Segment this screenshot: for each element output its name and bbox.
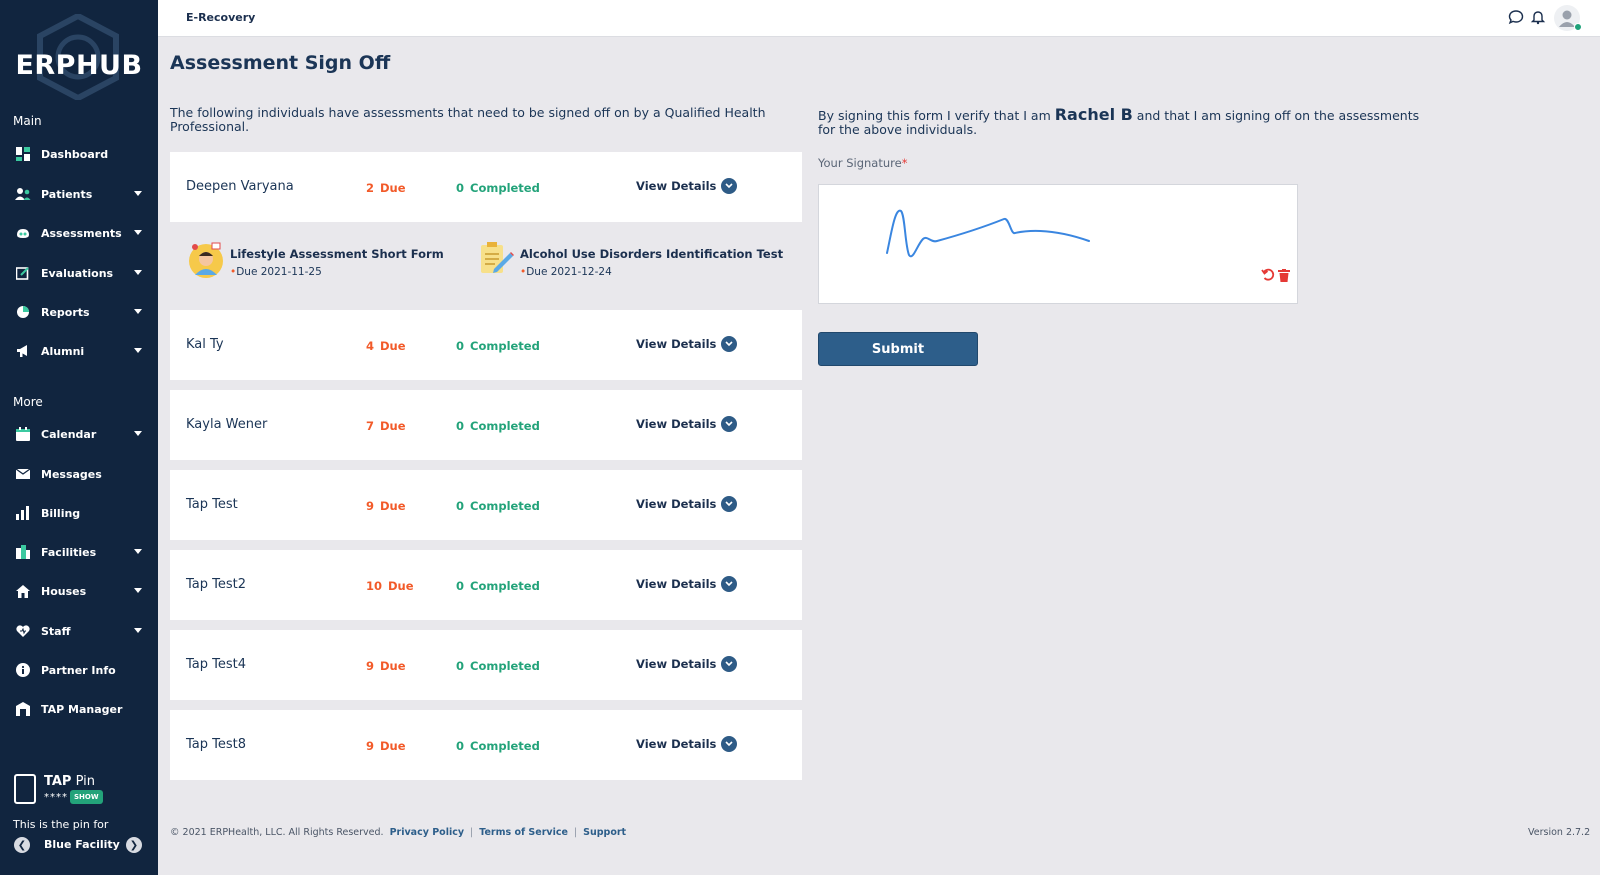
tap-pin-masked: **** [44, 792, 68, 803]
chevron-down-icon [721, 336, 737, 352]
sidebar-item-label: Alumni [41, 344, 85, 358]
reports-icon [14, 303, 32, 321]
completed-count: 0 Completed [456, 739, 540, 753]
tablet-icon [14, 774, 36, 804]
assessments-icon [14, 224, 32, 242]
individual-name: Tap Test8 [186, 737, 247, 752]
sidebar-item-reports[interactable] [0, 297, 158, 327]
prev-facility-button[interactable]: ❮ [14, 837, 30, 853]
facility-name: Blue Facility [44, 838, 120, 851]
expanded-assessments [170, 223, 802, 303]
building-icon [14, 543, 32, 561]
sidebar-item-label: Houses [41, 584, 87, 598]
sidebar-item-staff[interactable] [0, 616, 158, 646]
clipboard-pencil-icon [476, 239, 516, 279]
support-link[interactable]: Support [583, 827, 627, 838]
logo[interactable] [0, 10, 158, 100]
sidebar-item-label: Billing [41, 506, 81, 520]
tap-manager-icon [14, 700, 32, 718]
bell-icon[interactable] [1530, 9, 1546, 25]
sidebar-item-label: TAP Manager [41, 702, 123, 716]
chevron-down-icon [721, 178, 737, 194]
sidebar-item-label: Staff [41, 624, 71, 638]
individual-card [170, 710, 802, 780]
intro-text: The following individuals have assessments that need to be signed off on by a Qualified Health Professional. [170, 105, 766, 134]
completed-count: 0 Completed [456, 181, 540, 195]
completed-count: 0 Completed [456, 579, 540, 593]
evaluations-icon [14, 264, 32, 282]
view-details-label: View Details [636, 497, 717, 511]
individual-name: Deepen Varyana [186, 179, 294, 194]
individual-name: Tap Test [186, 497, 238, 512]
sidebar-item-messages[interactable] [0, 459, 158, 489]
assessment-due-date: •Due 2021-12-24 [520, 266, 612, 278]
separator: | [470, 827, 474, 838]
sidebar [0, 0, 158, 875]
view-details-button[interactable] [636, 656, 737, 672]
sidebar-item-partner-info[interactable] [0, 655, 158, 685]
caret-down-icon [134, 628, 142, 633]
completed-count: 0 Completed [456, 419, 540, 433]
due-count: 9 Due [366, 499, 406, 513]
separator: | [573, 827, 578, 838]
sidebar-item-label: Facilities [41, 545, 97, 559]
due-count: 10 Due [366, 579, 414, 593]
individual-card [170, 310, 802, 380]
view-details-label: View Details [636, 417, 717, 431]
signature-label: Your Signature* [818, 156, 908, 170]
sidebar-item-houses[interactable] [0, 576, 158, 606]
sidebar-item-label: Patients [41, 187, 93, 201]
view-details-label: View Details [636, 657, 717, 671]
due-dot-icon: • [520, 266, 527, 278]
top-bar [158, 0, 1600, 37]
sidebar-item-label: Messages [41, 467, 102, 481]
heart-icon [14, 622, 32, 640]
view-details-button[interactable] [636, 336, 737, 352]
due-dot-icon: • [230, 266, 237, 278]
show-pin-button[interactable]: SHOW [70, 790, 103, 804]
sidebar-item-evaluations[interactable] [0, 258, 158, 288]
chevron-down-icon [721, 496, 737, 512]
sidebar-item-alumni[interactable] [0, 336, 158, 366]
chevron-down-icon [721, 736, 737, 752]
sidebar-item-patients[interactable] [0, 179, 158, 209]
caret-down-icon [134, 191, 142, 196]
view-details-button[interactable] [636, 576, 737, 592]
view-details-label: View Details [636, 737, 717, 751]
sidebar-item-label: Dashboard [41, 147, 109, 161]
sidebar-item-label: Assessments [41, 226, 122, 240]
sidebar-item-facilities[interactable] [0, 537, 158, 567]
assessment-due-date: •Due 2021-11-25 [230, 266, 322, 278]
caret-down-icon [134, 348, 142, 353]
caret-down-icon [134, 230, 142, 235]
chevron-down-icon [721, 416, 737, 432]
house-icon [14, 582, 32, 600]
individual-name: Kayla Wener [186, 417, 268, 432]
individual-card [170, 630, 802, 700]
signer-name: Rachel B [1054, 105, 1133, 124]
view-details-label: View Details [636, 577, 717, 591]
version-label: Version 2.7.2 [1528, 827, 1591, 838]
caret-down-icon [134, 270, 142, 275]
individual-name: Tap Test4 [186, 657, 247, 672]
more-section-label: More [13, 395, 43, 409]
assessment-item[interactable] [186, 239, 444, 279]
assessment-title: Lifestyle Assessment Short Form [230, 247, 444, 261]
individual-name: Kal Ty [186, 337, 224, 352]
sidebar-item-billing[interactable] [0, 498, 158, 528]
privacy-policy-link[interactable]: Privacy Policy [389, 827, 465, 838]
terms-of-service-link[interactable]: Terms of Service [479, 827, 568, 838]
sidebar-item-label: Evaluations [41, 266, 114, 280]
lifestyle-avatar-icon [186, 239, 226, 279]
undo-icon[interactable] [1261, 268, 1275, 282]
individual-card [170, 470, 802, 540]
app-title: E-Recovery [186, 11, 256, 24]
submit-button[interactable]: Submit [818, 332, 978, 366]
megaphone-icon [14, 342, 32, 360]
verify-statement: By signing this form I verify that I am Rachel B and that I am signing off on the assessments for the above individuals. [818, 105, 1420, 137]
logo-text: ERPHUB [15, 50, 143, 81]
sidebar-item-label: Reports [41, 305, 90, 319]
dashboard-icon [14, 145, 32, 163]
due-count: 4 Due [366, 339, 406, 353]
chat-icon[interactable] [1508, 9, 1524, 25]
tap-pin-panel [0, 768, 158, 875]
view-details-button[interactable] [636, 496, 737, 512]
assessment-title: Alcohol Use Disorders Identification Test [520, 247, 784, 261]
sidebar-item-tap-manager[interactable] [0, 694, 158, 724]
view-details-label: View Details [636, 179, 717, 193]
info-icon [14, 661, 32, 679]
view-details-label: View Details [636, 337, 717, 351]
sidebar-item-label: Partner Info [41, 663, 116, 677]
calendar-icon [14, 425, 32, 443]
bar-chart-icon [14, 504, 32, 522]
sidebar-item-label: Calendar [41, 427, 97, 441]
individual-name: Tap Test2 [186, 577, 247, 592]
individual-card [170, 550, 802, 620]
envelope-icon [14, 465, 32, 483]
due-count: 9 Due [366, 739, 406, 753]
tap-pin-caption: This is the pin for [13, 818, 109, 831]
chevron-down-icon [721, 656, 737, 672]
completed-count: 0 Completed [456, 339, 540, 353]
tap-pin-title: TAP Pin [44, 774, 95, 789]
caret-down-icon [134, 549, 142, 554]
due-count: 7 Due [366, 419, 406, 433]
main-section-label: Main [13, 114, 42, 128]
caret-down-icon [134, 431, 142, 436]
sidebar-item-calendar[interactable] [0, 419, 158, 449]
caret-down-icon [134, 309, 142, 314]
individual-card [170, 390, 802, 460]
patients-icon [14, 185, 32, 203]
sidebar-item-dashboard[interactable] [0, 139, 158, 169]
completed-count: 0 Completed [456, 499, 540, 513]
chevron-down-icon [721, 576, 737, 592]
trash-icon[interactable] [1278, 269, 1290, 282]
assessment-item[interactable] [476, 239, 783, 279]
due-count: 9 Due [366, 659, 406, 673]
signature-stroke [819, 185, 1299, 305]
next-facility-button[interactable]: ❯ [126, 837, 142, 853]
required-mark: * [901, 156, 908, 170]
due-count: 2 Due [366, 181, 406, 195]
completed-count: 0 Completed [456, 659, 540, 673]
view-details-button[interactable] [636, 178, 737, 194]
page-title: Assessment Sign Off [170, 52, 391, 74]
copyright: © 2021 ERPHealth, LLC. All Rights Reserved. [170, 827, 384, 838]
individual-card [170, 152, 802, 222]
online-status-badge [1574, 23, 1582, 31]
footer [170, 827, 632, 838]
sidebar-item-assessments[interactable] [0, 218, 158, 248]
signature-pad[interactable] [818, 184, 1298, 304]
view-details-button[interactable] [636, 736, 737, 752]
caret-down-icon [134, 588, 142, 593]
view-details-button[interactable] [636, 416, 737, 432]
